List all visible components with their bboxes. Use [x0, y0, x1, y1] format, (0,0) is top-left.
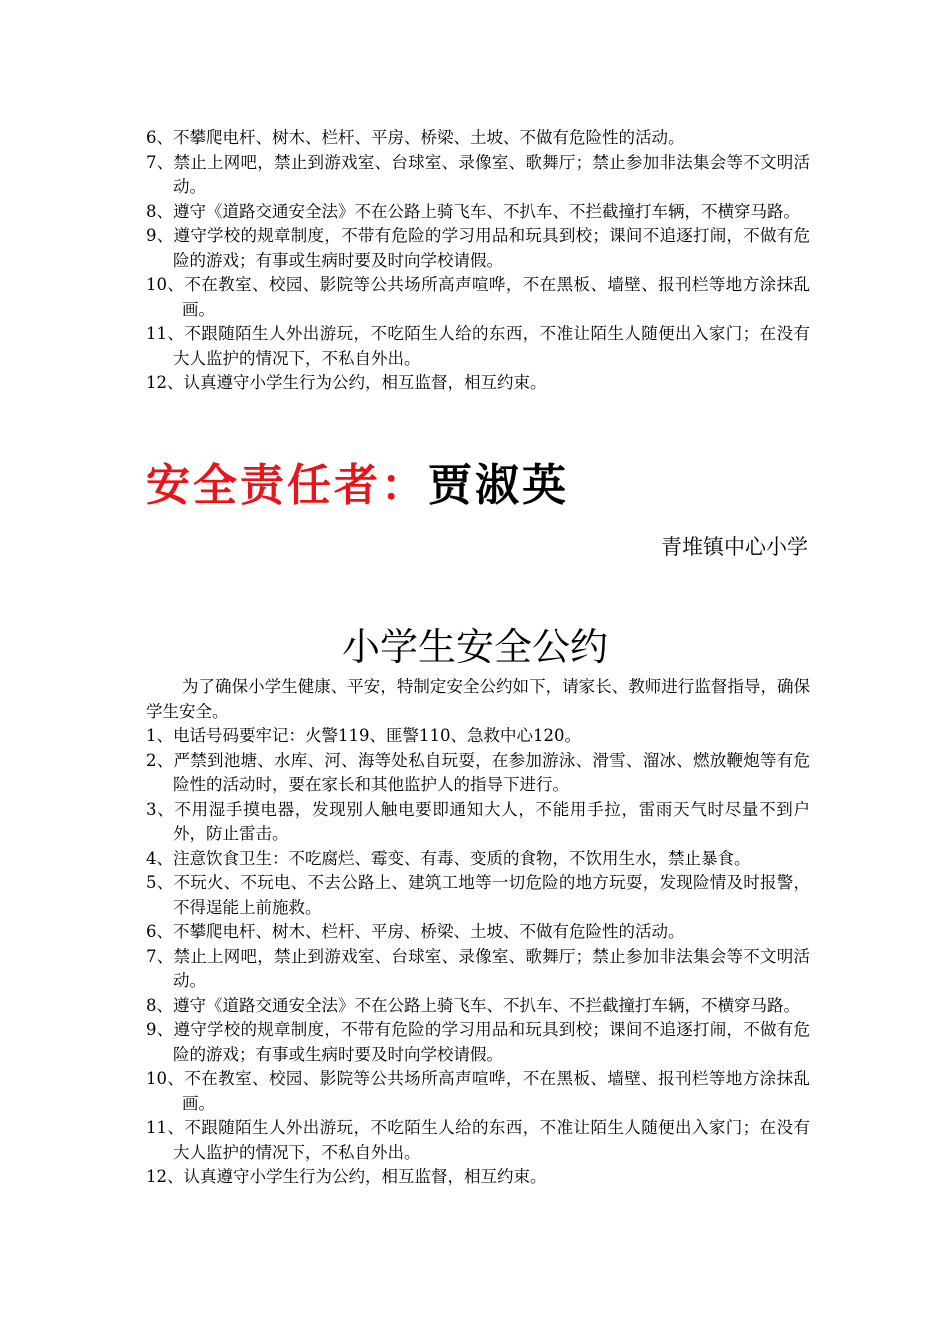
rule-item: 8、遵守《道路交通安全法》不在公路上骑飞车、不扒车、不拦截撞打车辆，不横穿马路。	[146, 201, 800, 221]
intro-paragraph: 为了确保小学生健康、平安，特制定安全公约如下，请家长、教师进行监督指导，确保学生安全。	[146, 677, 810, 721]
responsible-name: 贾淑英	[428, 460, 569, 511]
rule-item: 6、不攀爬电杆、树木、栏杆、平房、桥梁、土坡、不做有危险性的活动。	[146, 922, 685, 941]
top-rules-list	[146, 126, 810, 396]
rule-item: 2、严禁到池塘、水库、河、海等处私自玩耍，在参加游泳、滑雪、溜冰、燃放鞭炮等有危险性的活动时，要在家长和其他监护人的指导下进行。	[146, 750, 810, 794]
rule-item: 7、禁止上网吧，禁止到游戏室、台球室、录像室、歌舞厅；禁止参加非法集会等不文明活动。	[146, 946, 810, 990]
school-name: 青堆镇中心小学	[661, 535, 808, 559]
bottom-rules-list	[146, 724, 810, 1190]
rule-item: 3、不用湿手摸电器，发现别人触电要即通知大人，不能用手拉，雷雨天气时尽量不到户外，防止雷击。	[146, 799, 810, 843]
rule-item: 1、电话号码要牢记：火警119、匪警110、急救中心120。	[146, 726, 581, 745]
rule-item: 4、注意饮食卫生：不吃腐烂、霉变、有毒、变质的食物，不饮用生水，禁止暴食。	[146, 848, 751, 868]
responsible-label: 安全责任者：	[146, 460, 428, 511]
rule-item: 12、认真遵守小学生行为公约，相互监督，相互约束。	[146, 1167, 547, 1186]
rule-item: 7、禁止上网吧，禁止到游戏室、台球室、录像室、歌舞厅；禁止参加非法集会等不文明活动。	[146, 152, 810, 196]
page-title: 小学生安全公约	[341, 625, 608, 669]
rule-item: 9、遵守学校的规章制度，不带有危险的学习用品和玩具到校；课间不追逐打闹，不做有危险的游戏；有事或生病时要及时向学校请假。	[146, 226, 810, 270]
rule-item: 12、认真遵守小学生行为公约，相互监督，相互约束。	[146, 373, 547, 392]
responsible-person	[146, 458, 569, 514]
rule-item: 5、不玩火、不玩电、不去公路上、建筑工地等一切危险的地方玩耍，发现险情及时报警，不得逞能上前施救。	[146, 873, 810, 917]
rule-item: 11、不跟随陌生人外出游玩，不吃陌生人给的东西，不准让陌生人随便出入家门；在没有大人监护的情况下，不私自外出。	[146, 1118, 810, 1162]
rule-item: 9、遵守学校的规章制度，不带有危险的学习用品和玩具到校；课间不追逐打闹，不做有危险的游戏；有事或生病时要及时向学校请假。	[146, 1020, 810, 1064]
rule-item: 8、遵守《道路交通安全法》不在公路上骑飞车、不扒车、不拦截撞打车辆，不横穿马路。	[146, 995, 800, 1015]
rule-item: 10、不在教室、校园、影院等公共场所高声喧哗，不在黑板、墙壁、报刊栏等地方涂抹乱画。	[146, 1069, 810, 1113]
rule-item: 10、不在教室、校园、影院等公共场所高声喧哗，不在黑板、墙壁、报刊栏等地方涂抹乱画。	[146, 275, 810, 319]
rule-item: 6、不攀爬电杆、树木、栏杆、平房、桥梁、土坡、不做有危险性的活动。	[146, 128, 685, 147]
rule-item: 11、不跟随陌生人外出游玩，不吃陌生人给的东西，不准让陌生人随便出入家门；在没有大人监护的情况下，不私自外出。	[146, 324, 810, 368]
